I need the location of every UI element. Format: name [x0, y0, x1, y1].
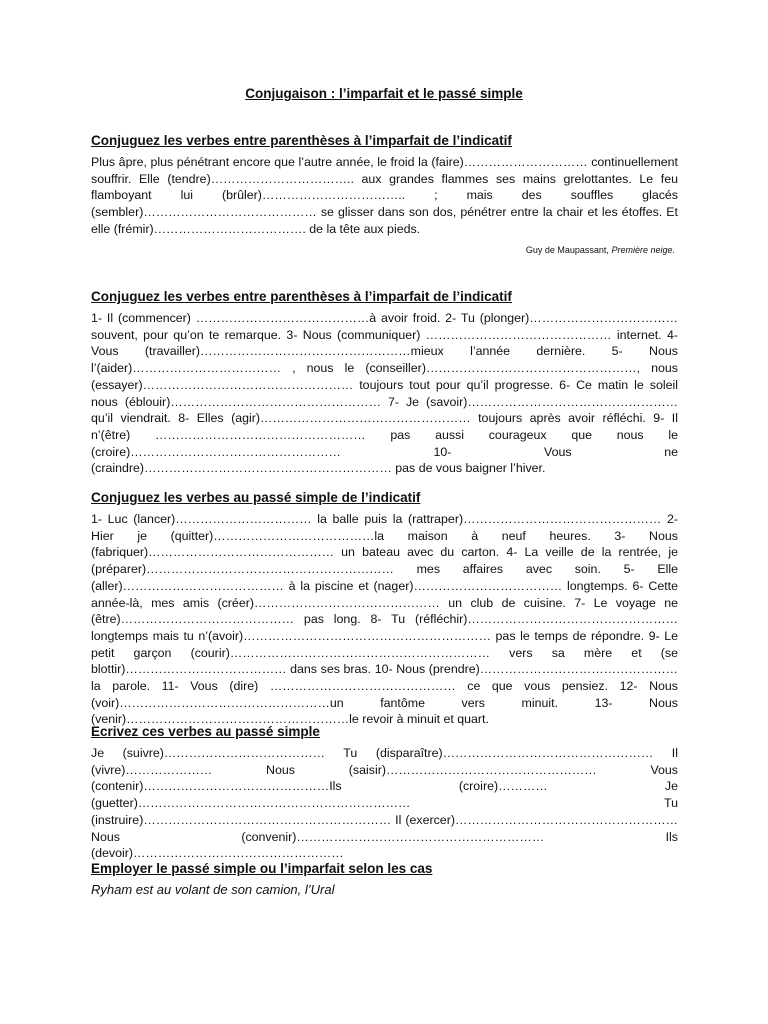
exercise-text: Ryham est au volant de son camion, l’Ural	[91, 882, 335, 897]
section-heading: Conjuguez les verbes au passé simple de l’indicatif	[91, 490, 421, 505]
section-heading: Conjuguez les verbes entre parenthèses à l’imparfait de l’indicatif	[91, 289, 512, 304]
section-imparfait-text	[91, 133, 678, 255]
exercise-text: 1- Il (commencer) ……………………………………à avoir froid. 2- Tu (plonger)……………………………… souvent, pour qu’on te remarque. 3- Nous (communiquer) ……………………………………… internet. 4- Vous (travailler)……………………………………………mieux l’année dernière. 5- Nous l’(aider)……………………………… , nous le (conseiller)……………………………………………, nous (essayer)…………………………………………… toujours tout pour qu’il progresse. 6- Ce matin le soleil nous (éblouir)…………………………………………… 7- Je (savoir)…………………………………………… qu’il viendrait. 8- Elles (agir)…………………………………………… toujours après avoir réfléchi. 9- Il n’(être) …………………………………………… pas aussi courageux que nous le (croire)…………………………………………… 10- Vous ne (craindre)…………………………………………………… pas de vous baigner l’hiver.	[91, 311, 678, 476]
source-author: Guy de Maupassant,	[525, 244, 609, 255]
exercise-text: Je (suivre)………………………………… Tu (disparaître)…………………………………………… Il (vivre)………………… Nous (saisir)…………………………………………… Vous (contenir)………………………………………Ils (croire)………… Je (guetter)………………………………………………………… Tu (instruire)…………………………………………………… Il (exercer)……………………………………………… Nous (convenir)…………………………………………………… Ils (devoir)……………………………………………	[91, 746, 678, 861]
section-heading: Employer le passé simple ou l’imparfait selon les cas	[91, 861, 433, 876]
section-mixed-tenses	[91, 861, 678, 899]
section-heading: Ecrivez ces verbes au passé simple	[91, 724, 320, 739]
page-title: Conjugaison : l’imparfait et le passé simple	[245, 86, 523, 101]
source-citation	[91, 245, 678, 255]
section-heading: Conjuguez les verbes entre parenthèses à l’imparfait de l’indicatif	[91, 133, 512, 148]
section-passe-simple-verbs	[91, 724, 678, 862]
source-work: Première neige.	[611, 244, 675, 255]
section-passe-simple-sentences	[91, 490, 678, 728]
section-imparfait-sentences	[91, 289, 678, 477]
exercise-text: 1- Luc (lancer)…………………………… la balle puis la (rattraper)………………………………………… 2- Hier je (quitter)…………………………………la maison à neuf heures. 3- Nous (fabriquer)……………………………………… un bateau avec du carton. 4- La veille de la rentrée, je (préparer)…………………………………………………… mes affaires avec soin. 5- Elle (aller)………………………………… à la piscine et (nager)……………………………… longtemps. 6- Cette année-là, mes amis (créer)……………………………………… un club de cuisine. 7- Le voyage ne (être)…………………………………… pas long. 8- Tu (réfléchir)…………………………………………… longtemps mais tu n’(avoir)…………………………………………………… pas le temps de répondre. 9- Le petit garçon (courir)……………………………………………………… vers sa mère et (se blottir)………………………………… dans ses bras. 10- Nous (prendre)…………………………………………la parole. 11- Vous (dire) ……………………………………… ce que vous pensiez. 12- Nous (voir)……………………………………………un fantôme vers minuit. 13- Nous (venir)………………………………………………le revoir à minuit et quart.	[91, 512, 678, 727]
exercise-text: Plus âpre, plus pénétrant encore que l’autre année, le froid la (faire)………………………… continuellement souffrir. Elle (tendre)…………………………….. aux grandes flammes ses mains grelottantes. Le feu flamboyant lui (brûler)…………………………….. ; mais des souffles glacés (sembler)…………………………………… se glisser dans son dos, pénétrer entre la chair et les étoffes. Et elle (frémir)………………………………. de la tête aux pieds.	[91, 155, 678, 236]
